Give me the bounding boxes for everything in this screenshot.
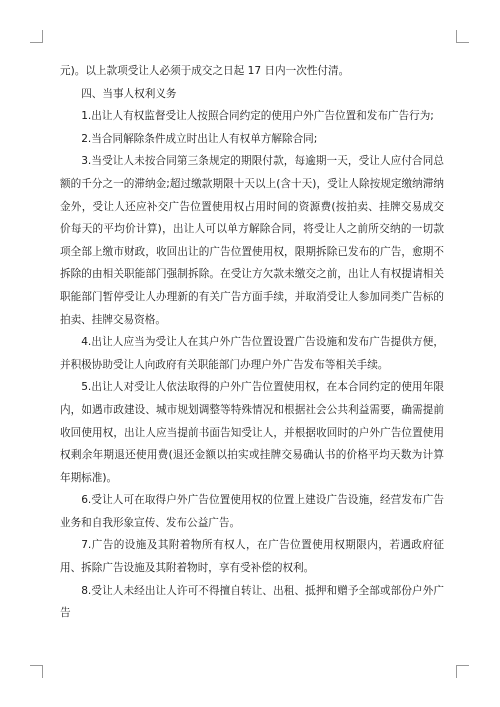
- paragraph-continuation: 元)。以上款项受让人必须于成交之日起 17 日内一次性付清。: [60, 65, 350, 77]
- paragraph: 6.受让人可在取得户外广告位置使用权的位置上建设广告设施，经营发布广告业务和自我形象宣传、发布公益广告。: [60, 494, 444, 529]
- paragraph: 1.出让人有权监督受让人按照合同约定的使用户外广告位置和发布广告行为;: [81, 110, 434, 123]
- document-body: [60, 60, 444, 625]
- paragraph: 4.出让人应当为受让人在其户外广告位置设置广告设施和发布广告提供方便，并积极协助受让人向政府有关职能部门办理户外广告发布等相关手续。: [60, 336, 444, 371]
- paragraph: 7.广告的设施及其附着物所有权人，在广告位置使用权期限内，若遇政府征用、拆除广告设施及其附着物时，享有受补偿的权利。: [60, 539, 444, 575]
- paragraph: 8.受让人未经出让人许可不得擅自转让、出租、抵押和赠予全部或部份户外广告: [60, 584, 444, 620]
- crop-mark-bottom-left: [30, 665, 43, 678]
- crop-mark-top-left: [30, 30, 43, 43]
- paragraph: 5.出让人对受让人依法取得的户外广告位置使用权，在本合同约定的使用年限内，如遇市政建设、城市规划调整等特殊情况和根据社会公共利益需要，确需提前收回使用权，出让人应当提前书面告知受让人，并根据收回时的户外广告位置使用权剩余年期退还使用费(退还金额以拍实或挂牌交易确认书的价格平均天数为计算年期标准)。: [60, 381, 444, 484]
- paragraph: 3.当受让人未按合同第三条规定的期限付款，每逾期一天，受让人应付合同总额的千分之一的滞纳金;超过缴款期限十天以上(含十天)，受让人除按规定缴纳滞纳金外，受让人还应补交广告位置使用权占用时间的资源费(按拍卖、挂牌交易成交价每天的平均价计算)，出让人可以单方解除合同，将受让人之前所交纳的一切款项全部上缴市财政，收回出让的广告位置使用权，限期拆除已发布的广告，愈期不拆除的由相关职能部门强制拆除。在受让方欠款未缴交之前，出让人有权提请相关职能部门暂停受让人办理新的有关广告方面手续，并取消受让人参加同类广告标的拍卖、挂牌交易资格。: [60, 155, 444, 326]
- section-heading: 四、当事人权利义务: [81, 87, 177, 100]
- crop-mark-top-right: [456, 30, 469, 43]
- crop-mark-bottom-right: [456, 665, 469, 678]
- paragraph: 2.当合同解除条件成立时出让人有权单方解除合同;: [81, 132, 318, 145]
